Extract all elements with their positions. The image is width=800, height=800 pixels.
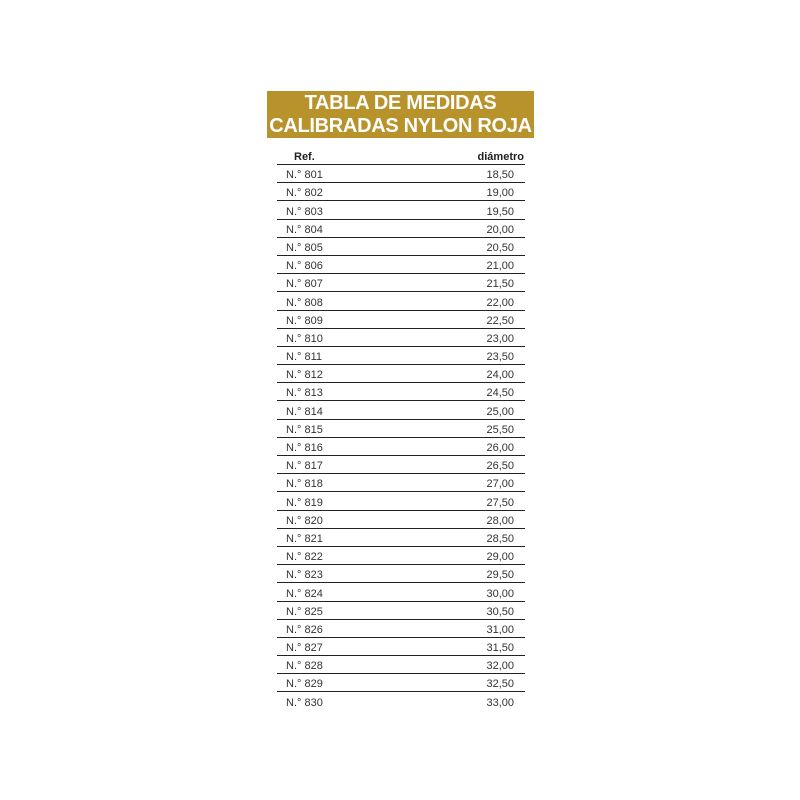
- row-diameter: 22,00: [486, 296, 514, 309]
- row-diameter: 23,50: [486, 351, 514, 364]
- row-diameter: 27,50: [486, 496, 514, 509]
- table-row: [277, 220, 525, 238]
- table-body: [277, 165, 525, 710]
- row-diameter: 30,50: [486, 605, 514, 618]
- row-diameter: 26,00: [486, 442, 514, 454]
- table-row: [277, 565, 525, 583]
- table-row: [277, 256, 525, 274]
- row-diameter: 19,50: [486, 205, 514, 218]
- table-row: [277, 692, 525, 709]
- table-row: [277, 292, 525, 310]
- row-diameter: 24,50: [486, 387, 514, 400]
- table-row: [277, 365, 525, 383]
- row-ref: N.° 816: [286, 442, 323, 454]
- table-row: [277, 492, 525, 510]
- table-row: [277, 583, 525, 601]
- row-ref: N.° 805: [286, 241, 323, 254]
- row-ref: N.° 807: [286, 278, 323, 291]
- row-diameter: 28,00: [486, 514, 514, 527]
- row-ref: N.° 828: [286, 660, 323, 673]
- table-row: [277, 511, 525, 529]
- table-row: [277, 474, 525, 492]
- table-row: [277, 165, 525, 183]
- row-diameter: 21,50: [486, 278, 514, 291]
- row-diameter: 33,00: [486, 696, 514, 709]
- row-diameter: 27,00: [486, 478, 514, 491]
- row-ref: N.° 823: [286, 569, 323, 582]
- row-ref: N.° 830: [286, 696, 323, 709]
- row-ref: N.° 812: [286, 369, 323, 382]
- row-diameter: 20,50: [486, 241, 514, 254]
- header-diameter: diámetro: [477, 151, 524, 163]
- table-row: [277, 238, 525, 256]
- row-ref: N.° 819: [286, 496, 323, 509]
- row-ref: N.° 818: [286, 478, 323, 491]
- row-diameter: 31,50: [486, 642, 514, 655]
- table-row: [277, 401, 525, 419]
- title-line-2: CALIBRADAS NYLON ROJA: [269, 114, 532, 137]
- title-line-1: TABLA DE MEDIDAS: [304, 91, 497, 114]
- table-row: [277, 347, 525, 365]
- table-row: [277, 383, 525, 401]
- measurements-table: [277, 146, 525, 710]
- row-diameter: 29,50: [486, 569, 514, 582]
- row-diameter: 21,00: [486, 260, 514, 273]
- row-ref: N.° 808: [286, 296, 323, 309]
- row-ref: N.° 820: [286, 514, 323, 527]
- row-ref: N.° 822: [286, 551, 323, 564]
- row-diameter: 25,00: [486, 405, 514, 418]
- table-row: [277, 183, 525, 201]
- table-row: [277, 602, 525, 620]
- row-ref: N.° 813: [286, 387, 323, 400]
- row-diameter: 22,50: [486, 314, 514, 327]
- table-row: [277, 638, 525, 656]
- row-ref: N.° 817: [286, 460, 323, 473]
- table-row: [277, 674, 525, 692]
- table-header: [277, 146, 525, 165]
- row-ref: N.° 806: [286, 260, 323, 273]
- row-ref: N.° 829: [286, 678, 323, 691]
- row-diameter: 23,00: [486, 332, 514, 345]
- header-ref: Ref.: [294, 151, 315, 163]
- row-diameter: 24,00: [486, 369, 514, 382]
- row-ref: N.° 824: [286, 587, 323, 600]
- row-ref: N.° 821: [286, 532, 323, 545]
- row-ref: N.° 802: [286, 187, 323, 200]
- table-row: [277, 311, 525, 329]
- row-ref: N.° 826: [286, 623, 323, 636]
- row-diameter: 32,00: [486, 660, 514, 673]
- row-ref: N.° 801: [286, 169, 323, 182]
- table-row: [277, 456, 525, 474]
- row-ref: N.° 803: [286, 205, 323, 218]
- row-diameter: 19,00: [486, 187, 514, 200]
- row-diameter: 31,00: [486, 623, 514, 636]
- row-ref: N.° 827: [286, 642, 323, 655]
- table-row: [277, 529, 525, 547]
- row-diameter: 29,00: [486, 551, 514, 564]
- table-row: [277, 201, 525, 219]
- row-diameter: 30,00: [486, 587, 514, 600]
- row-ref: N.° 815: [286, 423, 323, 436]
- row-ref: N.° 810: [286, 332, 323, 345]
- row-ref: N.° 825: [286, 605, 323, 618]
- row-diameter: 32,50: [486, 678, 514, 691]
- table-row: [277, 620, 525, 638]
- row-diameter: 25,50: [486, 423, 514, 436]
- row-ref: N.° 804: [286, 223, 323, 236]
- title-banner: [267, 91, 534, 138]
- row-ref: N.° 809: [286, 314, 323, 327]
- row-ref: N.° 814: [286, 405, 323, 418]
- row-diameter: 20,00: [486, 223, 514, 236]
- table-row: [277, 420, 525, 438]
- row-diameter: 26,50: [486, 460, 514, 473]
- row-diameter: 28,50: [486, 532, 514, 545]
- table-row: [277, 329, 525, 347]
- table-row: [277, 656, 525, 674]
- row-ref: N.° 811: [286, 351, 322, 364]
- table-row: [277, 547, 525, 565]
- table-row: [277, 438, 525, 456]
- row-diameter: 18,50: [486, 169, 514, 182]
- table-row: [277, 274, 525, 292]
